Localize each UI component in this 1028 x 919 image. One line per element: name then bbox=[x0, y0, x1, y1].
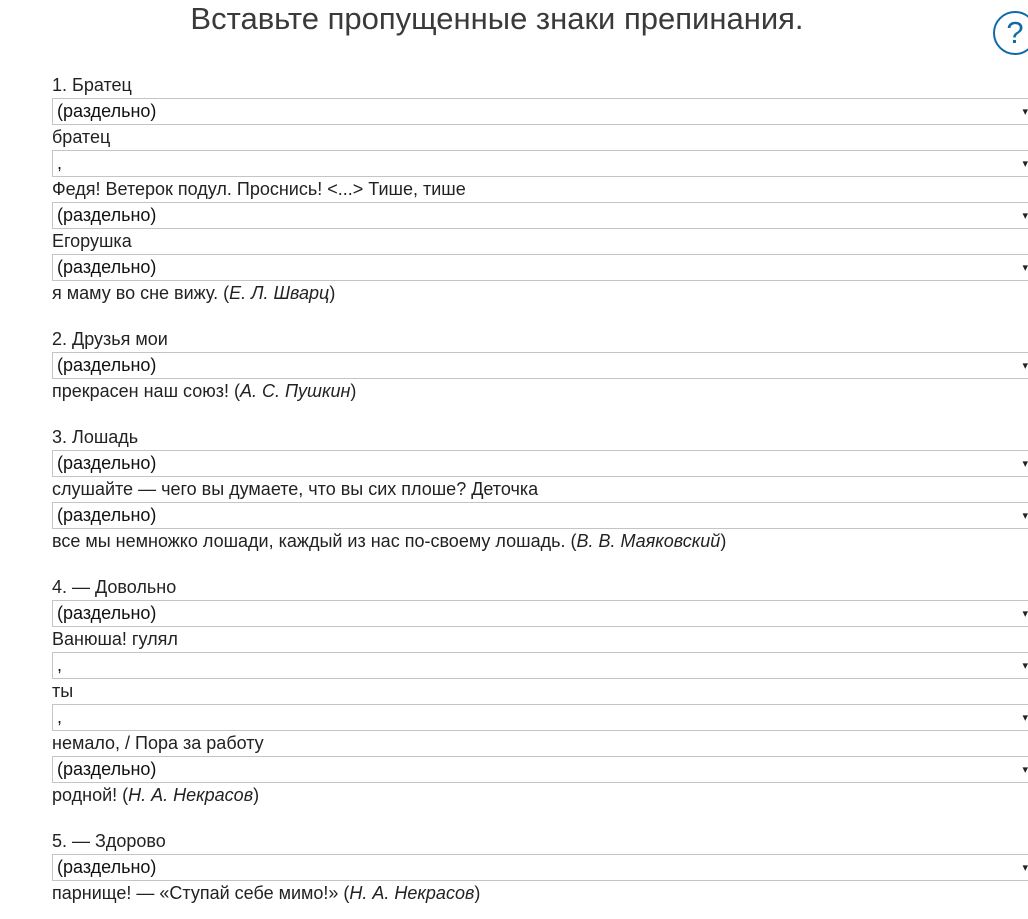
chevron-down-icon: ▾ bbox=[1022, 608, 1028, 620]
task-text bbox=[52, 529, 1028, 554]
task-text-fragment: 5. — Здорово bbox=[52, 831, 166, 851]
chevron-down-icon: ▾ bbox=[1022, 106, 1028, 118]
punctuation-dropdown[interactable] bbox=[52, 352, 1028, 379]
quote-author: Н. А. Некрасов bbox=[128, 785, 254, 805]
task-4 bbox=[52, 575, 1028, 808]
quote-author: Н. А. Некрасов bbox=[349, 883, 475, 903]
task-text-fragment: Егорушка bbox=[52, 231, 132, 251]
task-text bbox=[52, 783, 1028, 808]
punctuation-dropdown[interactable] bbox=[52, 502, 1028, 529]
task-text-fragment: немало, / Пора за работу bbox=[52, 733, 264, 753]
punctuation-dropdown[interactable] bbox=[52, 450, 1028, 477]
task-text bbox=[52, 125, 1028, 150]
dropdown-selected-value: (раздельно) bbox=[57, 453, 157, 473]
punctuation-dropdown[interactable] bbox=[52, 254, 1028, 281]
task-text-fragment: ты bbox=[52, 681, 74, 701]
task-text-fragment: все мы немножко лошади, каждый из нас по-своему лошадь. ( bbox=[52, 531, 577, 551]
task-text-fragment: 1. Братец bbox=[52, 75, 132, 95]
dropdown-selected-value: , bbox=[57, 655, 63, 675]
help-button[interactable]: ? bbox=[993, 11, 1028, 55]
dropdown-selected-value: , bbox=[57, 153, 63, 173]
task-3 bbox=[52, 425, 1028, 554]
punctuation-dropdown[interactable] bbox=[52, 756, 1028, 783]
task-text-fragment: Федя! Ветерок подул. Проснись! <...> Тише, тише bbox=[52, 179, 466, 199]
task-text bbox=[52, 731, 1028, 756]
task-text bbox=[52, 829, 1028, 854]
dropdown-selected-value: (раздельно) bbox=[57, 257, 157, 277]
task-text bbox=[52, 575, 1028, 600]
task-text bbox=[52, 881, 1028, 906]
task-text-fragment: я маму во сне вижу. ( bbox=[52, 283, 230, 303]
task-text-fragment: родной! ( bbox=[52, 785, 129, 805]
exercise-list bbox=[52, 73, 1028, 906]
dropdown-selected-value: (раздельно) bbox=[57, 603, 157, 623]
quote-author: А. С. Пушкин bbox=[239, 381, 351, 401]
task-text-fragment: парнище! — «Ступай себе мимо!» ( bbox=[52, 883, 350, 903]
dropdown-selected-value: (раздельно) bbox=[57, 355, 157, 375]
task-text-fragment: братец bbox=[52, 127, 111, 147]
chevron-down-icon: ▾ bbox=[1022, 764, 1028, 776]
chevron-down-icon: ▾ bbox=[1022, 458, 1028, 470]
punctuation-dropdown[interactable] bbox=[52, 98, 1028, 125]
task-separator bbox=[52, 306, 1028, 327]
closing-parenthesis: ) bbox=[350, 381, 357, 401]
chevron-down-icon: ▾ bbox=[1022, 510, 1028, 522]
task-text bbox=[52, 281, 1028, 306]
task-text-fragment: Ванюша! гулял bbox=[52, 629, 178, 649]
closing-parenthesis: ) bbox=[720, 531, 727, 551]
task-text-fragment: 2. Друзья мои bbox=[52, 329, 168, 349]
dropdown-selected-value: (раздельно) bbox=[57, 857, 157, 877]
chevron-down-icon: ▾ bbox=[1022, 712, 1028, 724]
closing-parenthesis: ) bbox=[329, 283, 336, 303]
chevron-down-icon: ▾ bbox=[1022, 158, 1028, 170]
closing-parenthesis: ) bbox=[253, 785, 260, 805]
dropdown-selected-value: (раздельно) bbox=[57, 205, 157, 225]
dropdown-selected-value: , bbox=[57, 707, 63, 727]
punctuation-dropdown[interactable] bbox=[52, 652, 1028, 679]
punctuation-dropdown[interactable] bbox=[52, 202, 1028, 229]
dropdown-selected-value: (раздельно) bbox=[57, 505, 157, 525]
task-text-fragment: слушайте — чего вы думаете, что вы сих плоше? Деточка bbox=[52, 479, 539, 499]
task-2 bbox=[52, 327, 1028, 404]
task-5 bbox=[52, 829, 1028, 906]
task-text bbox=[52, 477, 1028, 502]
quote-author: В. В. Маяковский bbox=[576, 531, 721, 551]
quote-author: Е. Л. Шварц bbox=[229, 283, 330, 303]
chevron-down-icon: ▾ bbox=[1022, 210, 1028, 222]
task-separator bbox=[52, 808, 1028, 829]
task-1 bbox=[52, 73, 1028, 306]
closing-parenthesis: ) bbox=[474, 883, 481, 903]
chevron-down-icon: ▾ bbox=[1022, 360, 1028, 372]
punctuation-dropdown[interactable] bbox=[52, 854, 1028, 881]
page-title: Вставьте пропущенные знаки препинания. bbox=[190, 1, 804, 36]
task-text bbox=[52, 627, 1028, 652]
task-text-fragment: 4. — Довольно bbox=[52, 577, 177, 597]
task-text-fragment: прекрасен наш союз! ( bbox=[52, 381, 240, 401]
task-text bbox=[52, 177, 1028, 202]
task-text bbox=[52, 327, 1028, 352]
punctuation-dropdown[interactable] bbox=[52, 600, 1028, 627]
punctuation-dropdown[interactable] bbox=[52, 704, 1028, 731]
task-text bbox=[52, 379, 1028, 404]
task-text bbox=[52, 73, 1028, 98]
chevron-down-icon: ▾ bbox=[1022, 862, 1028, 874]
task-text-fragment: 3. Лошадь bbox=[52, 427, 139, 447]
task-separator bbox=[52, 404, 1028, 425]
punctuation-dropdown[interactable] bbox=[52, 150, 1028, 177]
dropdown-selected-value: (раздельно) bbox=[57, 759, 157, 779]
chevron-down-icon: ▾ bbox=[1022, 262, 1028, 274]
task-text bbox=[52, 425, 1028, 450]
chevron-down-icon: ▾ bbox=[1022, 660, 1028, 672]
dropdown-selected-value: (раздельно) bbox=[57, 101, 157, 121]
task-text bbox=[52, 679, 1028, 704]
task-separator bbox=[52, 554, 1028, 575]
task-text bbox=[52, 229, 1028, 254]
